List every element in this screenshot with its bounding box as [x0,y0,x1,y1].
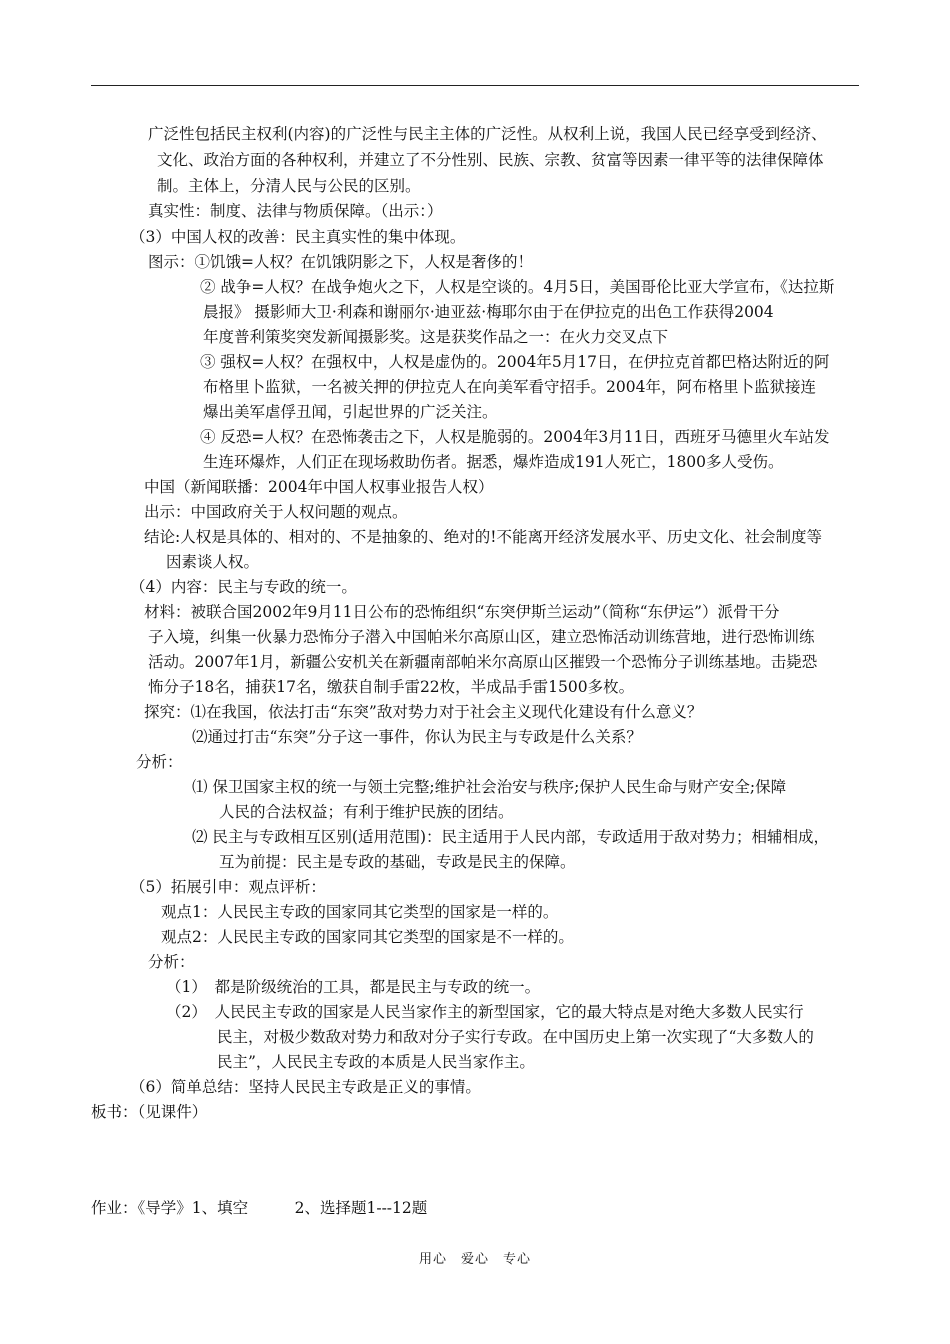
text-line: 制。主体上，分清人民与公民的区别。 [157,177,421,195]
text-line: 民主”，人民民主专政的本质是人民当家作主。 [217,1053,535,1071]
text-line: ⑵ 民主与专政相互区别(适用范围)：民主适用于人民内部，专政适用于敌对势力；相辅相成， [192,828,830,846]
section-heading: （4）内容：民主与专政的统一。 [130,578,357,596]
text-line: ⑵通过打击“东突”分子这一事件，你认为民主与专政是什么关系？ [192,728,642,746]
text-line: ③ 强权=人权？在强权中，人权是虚伪的。2004年5月17日，在伊拉克首都巴格达附近的阿 [200,353,830,371]
section-heading: （5）拓展引申：观点评析： [130,878,326,896]
text-line: 活动。2007年1月，新疆公安机关在新疆南部帕米尔高原山区摧毁一个恐怖分子训练基地。击毙恐 [148,653,818,671]
text-line: 真实性：制度、法律与物质保障。（出示：） [148,202,443,220]
text-line: 结论:人权是具体的、相对的、不是抽象的、绝对的!不能离开经济发展水平、历史文化、社会制度等 [144,528,822,546]
text-line: 人民的合法权益；有利于维护民族的团结。 [219,803,514,821]
text-line: ② 战争=人权？在战争炮火之下，人权是空谈的。4月5日，美国哥伦比亚大学宣布，《达拉斯 [200,278,835,296]
text-line: 广泛性包括民主权利(内容)的广泛性与民主主体的广泛性。从权利上说，我国人民已经享受到经济、 [148,125,827,143]
text-line: 中国（新闻联播：2004年中国人权事业报告人权） [144,478,494,496]
text-line: 布格里卜监狱，一名被关押的伊拉克人在向美军看守招手。2004年，阿布格里卜监狱接连 [203,378,816,396]
header-rule [91,85,859,86]
text-line: 探究：⑴在我国，依法打击“东突”敌对势力对于社会主义现代化建设有什么意义？ [144,703,703,721]
homework-line: 作业：《导学》1、填空 2、选择题1---12题 [91,1199,428,1217]
text-line: 分析： [136,753,183,771]
text-line: 民主，对极少数敌对势力和敌对分子实行专政。在中国历史上第一次实现了“大多数人的 [217,1028,814,1046]
text-line: 出示：中国政府关于人权问题的观点。 [144,503,408,521]
text-line: 分析： [148,953,195,971]
text-line: 怖分子18名，捕获17名，缴获自制手雷22枚，半成品手雷1500多枚。 [148,678,635,696]
page-footer: 用心 爱心 专心 [418,1252,531,1267]
section-heading: （3）中国人权的改善：民主真实性的集中体现。 [130,228,466,246]
text-line: （1） 都是阶级统治的工具，都是民主与专政的统一。 [166,978,541,996]
text-line: ⑴ 保卫国家主权的统一与领土完整;维护社会治安与秩序;保护人民生命与财产安全;保障 [192,778,787,796]
text-line: （2） 人民民主专政的国家是人民当家作主的新型国家，它的最大特点是对绝大多数人民实行 [166,1003,804,1021]
text-line: 材料：被联合国2002年9月11日公布的恐怖组织“东突伊斯兰运动”（简称“东伊运”）派骨干分 [144,603,780,621]
text-line: 互为前提：民主是专政的基础，专政是民主的保障。 [219,853,576,871]
blackboard-note: 板书：（见课件） [91,1103,208,1121]
text-line: 图示：①饥饿=人权？在饥饿阴影之下，人权是奢侈的！ [148,253,533,271]
text-line: ④ 反恐=人权？在恐怖袭击之下，人权是脆弱的。2004年3月11日，西班牙马德里火车站发 [200,428,830,446]
text-line: 年度普利策奖突发新闻摄影奖。这是获奖作品之一：在火力交叉点下 [203,328,669,346]
text-line: 生连环爆炸，人们正在现场救助伤者。据悉，爆炸造成191人死亡，1800多人受伤。 [203,453,784,471]
text-line: 因素谈人权。 [166,553,260,571]
text-line: 观点2：人民民主专政的国家同其它类型的国家是不一样的。 [161,928,574,946]
text-line: 晨报》 摄影师大卫·利森和谢丽尔·迪亚兹·梅耶尔由于在伊拉克的出色工作获得2004 [203,303,774,321]
section-heading: （6）简单总结：坚持人民民主专政是正义的事情。 [130,1078,481,1096]
text-line: 爆出美军虐俘丑闻，引起世界的广泛关注。 [203,403,498,421]
text-line: 观点1：人民民主专政的国家同其它类型的国家是一样的。 [161,903,559,921]
text-line: 子入境，纠集一伙暴力恐怖分子潜入中国帕米尔高原山区，建立恐怖活动训练营地，进行恐怖训练 [148,628,815,646]
text-line: 文化、政治方面的各种权利，并建立了不分性别、民族、宗教、贫富等因素一律平等的法律保障体 [157,151,824,169]
